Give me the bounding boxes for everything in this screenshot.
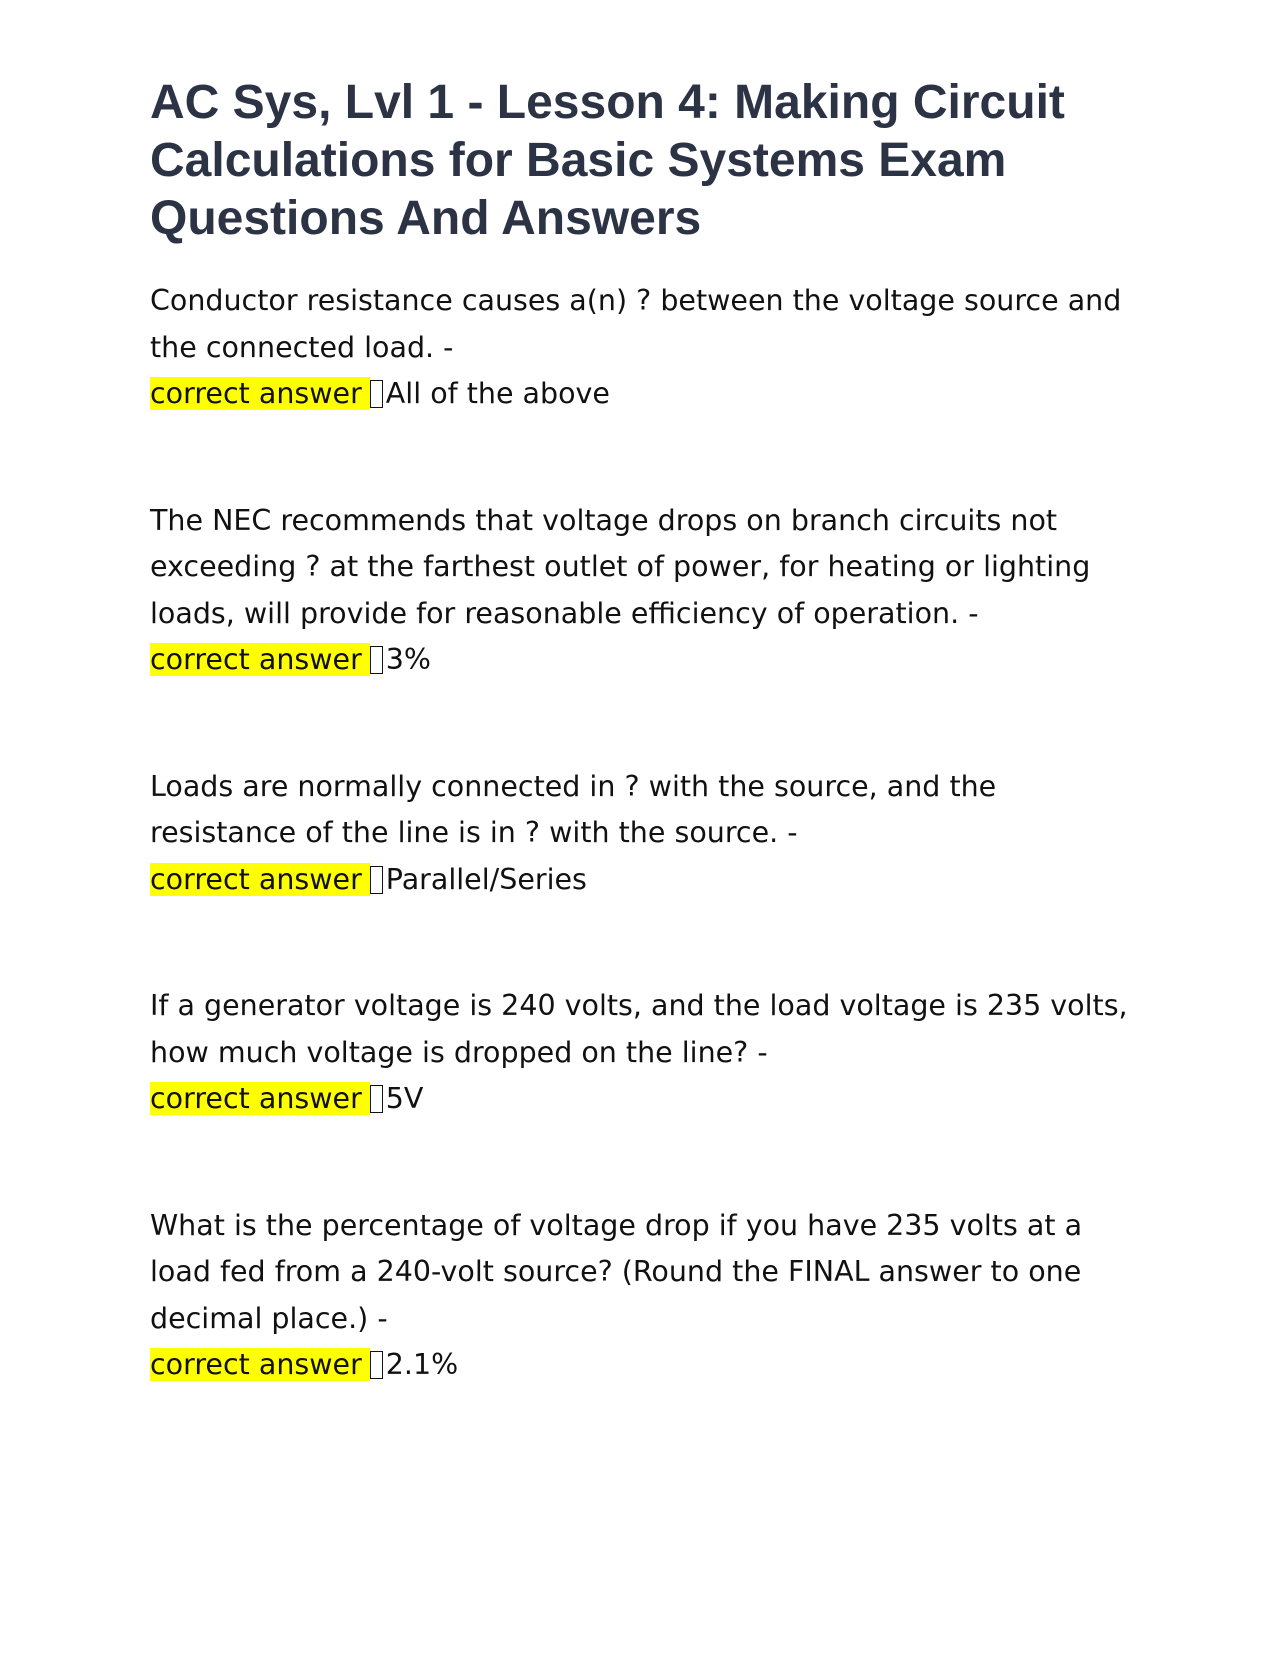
checkbox-glyph-icon [370,380,383,408]
answer-label-highlight: correct answer [150,643,370,676]
answer-label-highlight: correct answer [150,863,370,896]
answer-line [150,1076,1150,1123]
qa-item-3 [150,764,1150,904]
answer-line [150,637,1150,684]
answer-label-highlight: correct answer [150,377,370,410]
checkbox-glyph-icon [370,646,383,674]
question-text: Loads are normally connected in ? with the source, and the resistance of the line is in ? with the source. - [150,769,997,849]
answer-text: 5V [385,1082,424,1115]
answer-text: 2.1% [385,1348,459,1381]
checkbox-glyph-icon [370,866,383,894]
qa-item-2 [150,498,1150,684]
question-text: Conductor resistance causes a(n) ? between the voltage source and the connected load. - [150,284,1122,364]
answer-text: All of the above [385,377,610,410]
answer-line [150,857,1150,904]
answer-label-highlight: correct answer [150,1348,370,1381]
question-text: The NEC recommends that voltage drops on branch circuits not exceeding ? at the farthest outlet of power, for heating or lighting loads, will provide for reasonable efficiency of operation. - [150,503,1091,630]
document-page [150,74,1150,1469]
qa-item-4 [150,983,1150,1123]
qa-item-1 [150,278,1150,418]
checkbox-glyph-icon [370,1351,383,1379]
question-text: If a generator voltage is 240 volts, and the load voltage is 235 volts, how much voltage is dropped on the line? - [150,989,1128,1069]
answer-label-highlight: correct answer [150,1082,370,1115]
answer-line [150,1342,1150,1389]
checkbox-glyph-icon [370,1085,383,1113]
question-text: What is the percentage of voltage drop if you have 235 volts at a load fed from a 240-volt source? (Round the FINAL answer to one decimal place.) - [150,1208,1083,1335]
answer-line [150,371,1150,418]
qa-item-5 [150,1203,1150,1389]
answer-text: Parallel/Series [385,862,587,896]
document-title: AC Sys, Lvl 1 - Lesson 4: Making Circuit Calculations for Basic Systems Exam Questions And Answers [150,76,1065,245]
answer-text: 3% [385,643,432,676]
